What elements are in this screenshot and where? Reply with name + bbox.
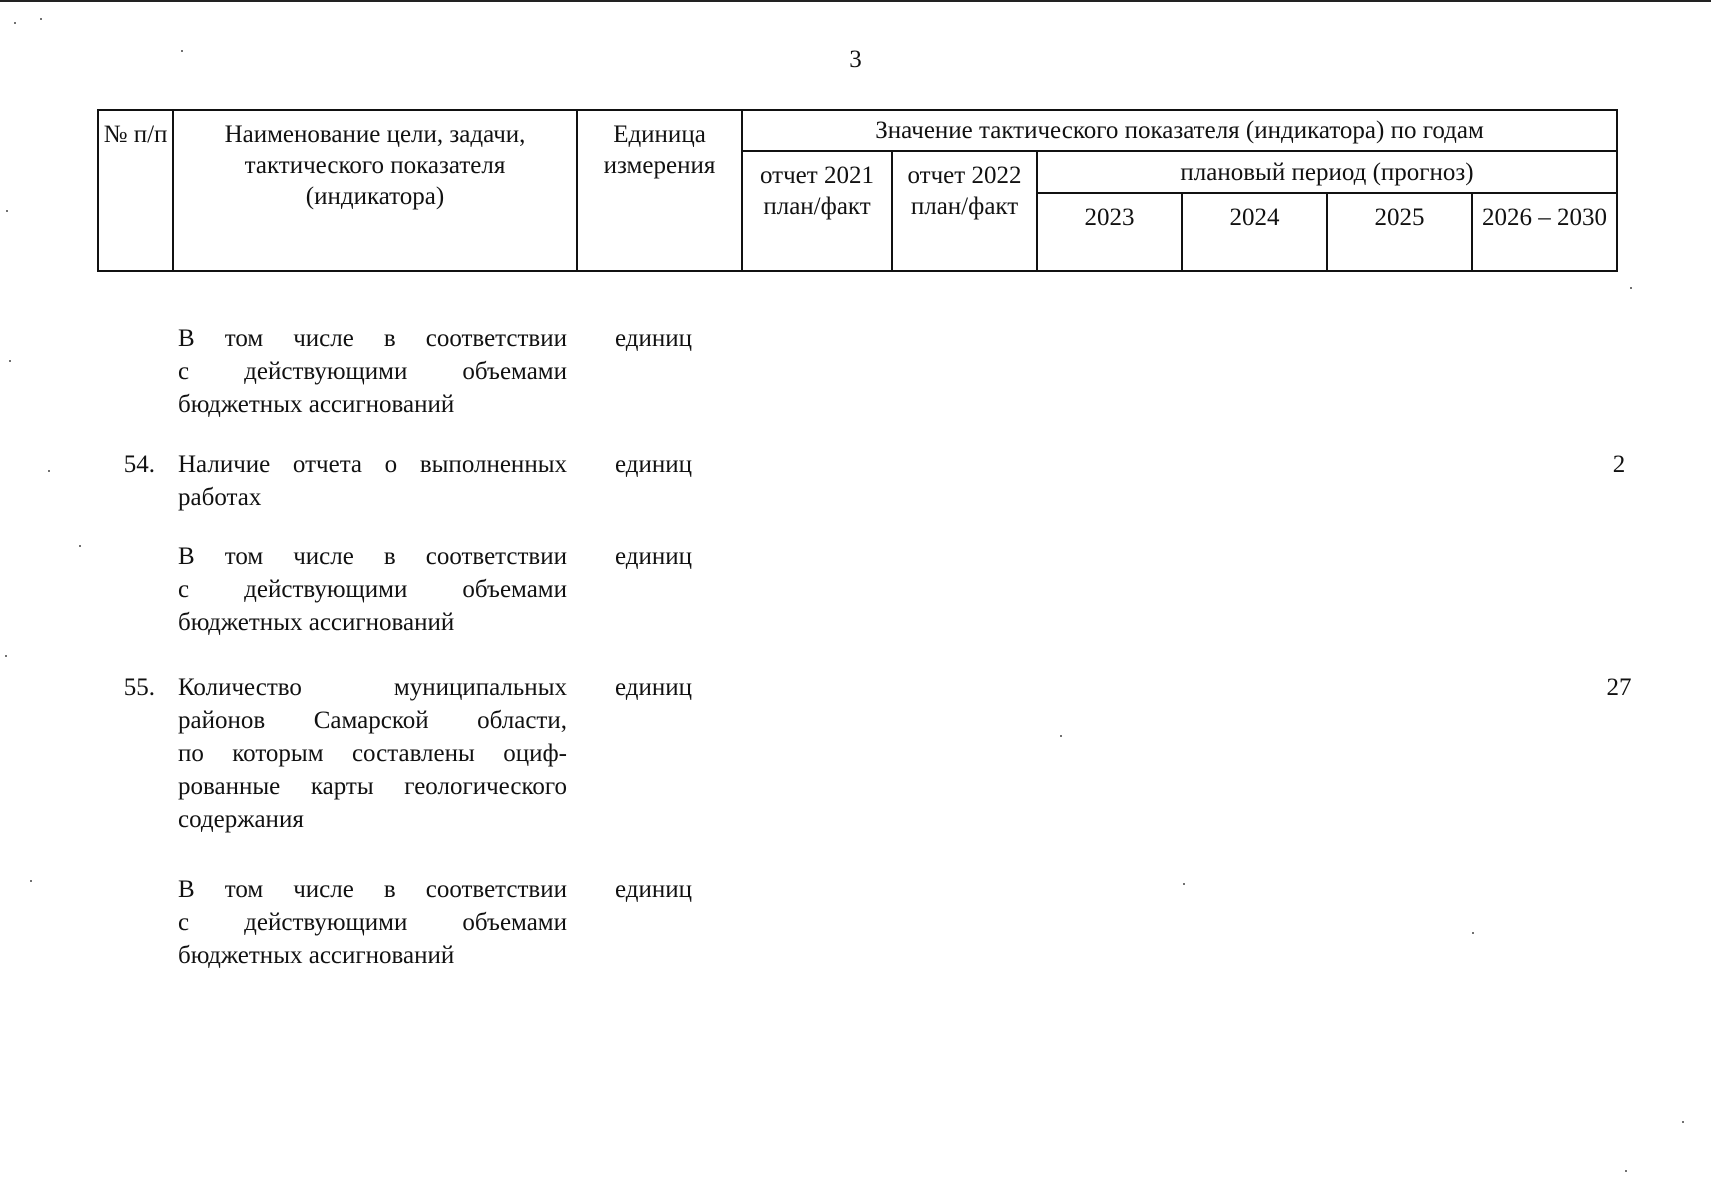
row-name-line: с действующими объемами [178,576,567,603]
scan-speck [1630,287,1632,289]
row-name-line: бюджетных ассигнований [178,609,455,636]
row-unit: единиц [615,325,693,352]
row-name [178,873,567,972]
table-row [97,322,1616,448]
scan-speck [48,470,50,472]
row-name-line: с действующими объемами [178,909,567,936]
row-name-line: содержания [178,806,304,833]
row-value-2026-2030: 2 [1612,451,1626,478]
row-name [178,448,567,514]
scan-speck [40,18,42,20]
row-unit: единиц [615,876,693,903]
row-name-line: Наличие отчета о выполненных [178,451,567,478]
row-unit: единиц [615,451,693,478]
row-name-line: В том числе в соответствии [178,325,567,352]
row-name [178,322,567,421]
row-name-line: бюджетных ассигнований [178,391,455,418]
scan-speck [79,545,81,547]
header-col-num: № п/п [98,110,173,271]
row-name-line: рованные карты геологического [178,773,567,800]
scan-speck [14,22,16,24]
row-name [178,671,567,836]
page-number: 3 [849,46,862,73]
scan-speck [6,210,8,212]
scan-speck [30,880,32,882]
header-year-2025: 2025 [1327,193,1472,271]
table-row [97,873,1616,983]
row-unit: единиц [615,543,693,570]
table-row [97,671,1632,873]
header-plan-period: плановый период (прогноз) [1037,151,1617,193]
row-name-line: с действующими объемами [178,358,567,385]
indicator-table-header [97,109,1618,272]
row-unit: единиц [615,674,693,701]
scan-top-edge [0,0,1711,2]
header-report-2022: отчет 2022 план/факт [892,151,1037,271]
scan-speck [9,360,11,362]
row-number: 55. [123,674,155,701]
header-report-2021: отчет 2021 план/факт [742,151,892,271]
header-values-by-year: Значение тактического показателя (индикатора) по годам [742,110,1617,151]
scan-speck [5,655,7,657]
header-year-2026-2030: 2026 – 2030 [1472,193,1617,271]
row-name [178,540,567,639]
indicator-rows [97,322,1632,983]
row-name-line: бюджетных ассигнований [178,942,455,969]
header-year-2024: 2024 [1182,193,1327,271]
scan-speck [1625,1170,1627,1172]
row-name-line: В том числе в соответствии [178,543,567,570]
table-row [97,448,1626,540]
row-name-line: работах [178,484,262,511]
scan-speck [1682,1121,1684,1123]
row-name-line: Количество муниципальных [178,674,567,701]
header-col-unit: Единица измерения [577,110,742,271]
row-name-line: по которым составлены оциф- [178,740,567,767]
row-number: 54. [123,451,155,478]
row-name-line: В том числе в соответствии [178,876,567,903]
header-year-2023: 2023 [1037,193,1182,271]
header-col-name: Наименование цели, задачи, тактического показателя (индикатора) [173,110,577,271]
table-row [97,540,1616,671]
row-value-2026-2030: 27 [1606,674,1632,701]
row-name-line: районов Самарской области, [178,707,567,734]
